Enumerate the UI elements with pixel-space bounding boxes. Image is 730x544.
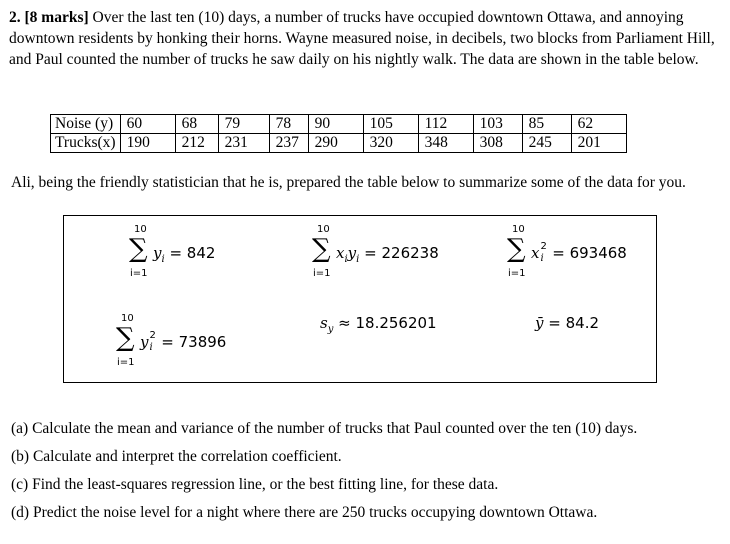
table-cell: 90 — [308, 115, 363, 134]
sy-subscript: y — [327, 324, 334, 335]
summary-box — [63, 215, 657, 383]
sy-value: ≈ 18.256201 — [338, 314, 437, 332]
sum-y2-expression: y 2 i = 73896 — [140, 330, 227, 353]
question-d: (d) Predict the noise level for a night where there are 250 trucks occupying downtown Ottawa. — [11, 504, 598, 521]
row-header-trucks: Trucks(x) — [51, 134, 121, 153]
sum-y2-value: = 73896 — [161, 333, 227, 351]
sum-upper-limit: 10 — [121, 313, 134, 324]
table-cell: 320 — [363, 134, 418, 153]
sum-xy-value: = 226238 — [364, 244, 439, 262]
table-cell: 112 — [418, 115, 473, 134]
table-cell: 68 — [175, 115, 218, 134]
table-cell: 190 — [120, 134, 175, 153]
sy-symbol: s — [320, 314, 328, 332]
table-cell: 60 — [120, 115, 175, 134]
table-cell: 237 — [269, 134, 308, 153]
problem-text: Over the last ten (10) days, a number of trucks have occupied downtown Ottawa, and annoying downtown residents by honking their horns. Wayne measured noise, in decibels, two blocks from Parliament Hill, and Paul counted the number of trucks he saw daily on his nightly walk. The data are shown in the table below. — [9, 9, 715, 68]
problem-label: 2. [8 marks] — [9, 9, 89, 26]
table-cell: 79 — [218, 115, 269, 134]
sum-y-value: = 842 — [169, 244, 216, 262]
table-row-noise — [51, 115, 627, 134]
sigma-symbol: ∑ — [129, 234, 148, 264]
table-cell: 201 — [571, 134, 626, 153]
problem-intro — [9, 7, 721, 70]
table-cell: 105 — [363, 115, 418, 134]
sigma-symbol: ∑ — [507, 234, 526, 264]
sum-y-expression: $y_i = 842$ — [153, 244, 216, 265]
question-b: (b) Calculate and interpret the correlation coefficient. — [11, 448, 342, 465]
table-cell: 85 — [522, 115, 571, 134]
table-cell: 212 — [175, 134, 218, 153]
ali-text: Ali, being the friendly statistician that he is, prepared the table below to summarize some of the data for you. — [11, 174, 686, 191]
sum-lower-limit: i=1 — [117, 357, 135, 368]
sum-x2-value: = 693468 — [552, 244, 627, 262]
table-cell: 308 — [473, 134, 522, 153]
question-a: (a) Calculate the mean and variance of the number of trucks that Paul counted over the ten (10) days. — [11, 420, 638, 437]
table-cell: 290 — [308, 134, 363, 153]
sum-lower-limit: i=1 — [130, 268, 148, 279]
table-cell: 231 — [218, 134, 269, 153]
sigma-symbol: ∑ — [116, 323, 135, 353]
sy-expression — [320, 314, 437, 335]
question-c: (c) Find the least-squares regression line, or the best fitting line, for these data. — [11, 476, 499, 493]
row-header-noise: Noise (y) — [51, 115, 121, 134]
sum-upper-limit: 10 — [512, 224, 525, 235]
sum-lower-limit: i=1 — [508, 268, 526, 279]
table-cell: 62 — [571, 115, 626, 134]
sum-upper-limit: 10 — [317, 224, 330, 235]
ybar-symbol: ȳ — [535, 314, 544, 332]
sum-lower-limit: i=1 — [313, 268, 331, 279]
sum-x2-expression: x 2 i = 693468 — [531, 241, 627, 264]
ybar-expression — [535, 314, 599, 332]
ybar-value: = 84.2 — [548, 314, 600, 332]
table-cell: 245 — [522, 134, 571, 153]
data-table — [50, 114, 627, 153]
table-cell: 78 — [269, 115, 308, 134]
table-row-trucks — [51, 134, 627, 153]
sigma-symbol: ∑ — [312, 234, 331, 264]
table-cell: 348 — [418, 134, 473, 153]
table-cell: 103 — [473, 115, 522, 134]
sum-upper-limit: 10 — [134, 224, 147, 235]
sum-xy-expression: $x_iy_i = 226238$ — [336, 244, 439, 265]
